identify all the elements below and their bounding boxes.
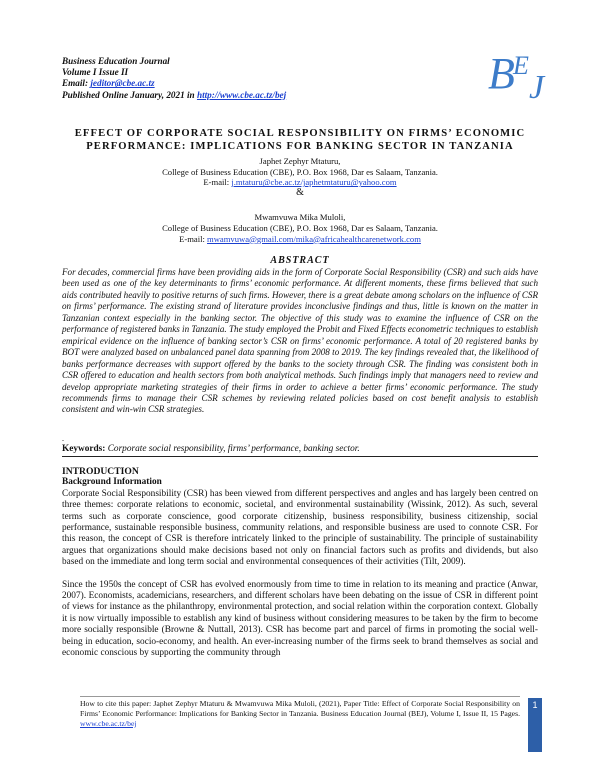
- journal-email-link[interactable]: jeditor@cbe.ac.tz: [90, 78, 155, 89]
- author-2-email-label: E-mail:: [179, 233, 205, 244]
- author-1-email-link[interactable]: j.mtaturu@cbe.ac.tz/japhetmtaturu@yahoo.com: [231, 177, 397, 188]
- keywords-line: [62, 444, 538, 457]
- page-number-badge: [528, 698, 542, 752]
- abstract-heading: ABSTRACT: [270, 255, 330, 266]
- footer-divider: [80, 696, 520, 697]
- author-1-email-label: E-mail:: [203, 177, 230, 188]
- intro-paragraph-1: Corporate Social Responsibility (CSR) has been viewed from different perspectives and angles and has largely been centred on three themes: corporate relations to economic, societal, and environmental sustainability (Wissink, 2012). As such, several terms such as corporate conscience, good corporate citizenship, business responsibility, business citizenship, social performance, sustainable responsible business, community relations, and responsible business are used to connote CSR. For this reason, the concept of CSR is therefore intricately linked to the principle of sustainability. The principle of sustainability argues that organizations should make decisions based not only on financial factors such as profits and dividends, but also based on the immediate and long term social and environmental consequences of their activities (Tilt, 2009).: [62, 488, 538, 568]
- keywords-label: Keywords:: [62, 444, 106, 454]
- citation-footer: [80, 699, 520, 728]
- keywords-text: Corporate social responsibility, firms’ performance, banking sector.: [107, 444, 360, 454]
- page-number: 1: [532, 700, 538, 710]
- citation-link[interactable]: www.cbe.ac.tz/bej: [80, 718, 137, 728]
- author-2-email-line: [100, 234, 500, 245]
- journal-name: Business Education Journal: [62, 56, 170, 66]
- author-1-name: Japhet Zephyr Mtaturu,: [259, 156, 341, 166]
- author-block: [100, 156, 500, 244]
- author-ampersand: &: [296, 186, 304, 198]
- title-line-1: EFFECT OF CORPORATE SOCIAL RESPONSIBILITY ON FIRMS’ ECONOMIC: [74, 128, 526, 139]
- paper-title: [70, 128, 530, 153]
- logo-letter-b: B: [488, 49, 515, 98]
- title-line-2: PERFORMANCE: IMPLICATIONS FOR BANKING SECTOR IN TANZANIA: [86, 140, 514, 152]
- author-2-email-link[interactable]: mwamvuwa@gmail.com/mika@africahealthcarenetwork.com: [207, 233, 421, 244]
- journal-volume: Volume I Issue II: [62, 67, 129, 78]
- bej-logo: [486, 44, 558, 106]
- stray-dot: .: [62, 434, 64, 443]
- introduction-heading: INTRODUCTION: [62, 466, 139, 477]
- author-1-affiliation: College of Business Education (CBE), P.O. Box 1968, Dar es Salaam, Tanzania.: [162, 166, 438, 177]
- journal-url-link[interactable]: http://www.cbe.ac.tz/bej: [196, 89, 287, 100]
- published-label: Published Online January, 2021 in: [62, 89, 195, 100]
- author-2-name: Mwamvuwa Mika Muloli,: [254, 212, 346, 223]
- journal-email-line: [62, 78, 286, 89]
- published-line: [62, 90, 286, 101]
- introduction-section: [62, 466, 538, 660]
- journal-header: [62, 56, 286, 101]
- author-2-affiliation: College of Business Education (CBE), P.O. Box 1968, Dar es Salaam, Tanzania.: [162, 222, 438, 233]
- intro-paragraph-2: Since the 1950s the concept of CSR has evolved enormously from time to time in relation to its meaning and practice (Anwar, 2007). Economists, academicians, researchers, and different scholars have been debating on the issue of CSR in different point of views for instance as the philanthropy, environmental protection, and social relation within the corporation context. Globally it is now virtually impossible to establish any kind of business without considering measures to be taken by the firm to become more socially responsible (Browne & Nuttall, 2013). CSR has become part and parcel of firms in promoting the social well-being in education, socio-economy, and health. An ever-increasing number of the firms seek to brand themselves as social and economic conscious by supporting the community through: [62, 579, 538, 659]
- abstract-text: For decades, commercial firms have been providing aids in the form of Corporate Social Responsibility (CSR) and such aids have been used as one of the key determinants to firms’ economic performance. At different moments, these firms believed that such aids contributed heavily to positive returns of such firms. However, there is a great debate among scholars on the influence of CSR on firms’ performance. The existing strand of literature provides inconclusive findings and thus, little is known on the matter in Tanzanian context especially in the banking sector. The objective of this study was to examine the influence of CSR on the performance of registered banks in Tanzania. The study employed the Probit and Fixed Effects econometric techniques to establish empirical evidence on the influence of banking sector’s CSR on firms’ economic performance. A total of 20 registered banks by BOT were analyzed based on unbalanced panel data spanning from 2008 to 2019. The key findings revealed that, the likelihood of banks performance decreases with support offered by the banks to the society through CSR. The finding was consistent both in CSR offered to education and health sectors from both analytical methods. Such findings imply that managers need to review and develop appropriate marketing strategies of their firms in order to achieve a better firms’ economic performance. The study recommends firms to manage their CSR schemes by reviewing related policies based on cost benefit analysis to establish consistent and win-win CSR strategies.: [62, 267, 538, 415]
- citation-text: How to cite this paper: Japhet Zephyr Mtaturu & Mwamvuwa Mika Muloli, (2021), Paper Title: Effect of Corporate Social Responsibility on Firms’ Economic Performance: Implications for Banking Sector in Tanzania. Business Education Journal (BEJ), Volume I, Issue II, 15 Pages.: [80, 699, 520, 718]
- logo-letter-e: E: [513, 51, 529, 80]
- background-subheading: Background Information: [62, 477, 162, 488]
- email-label: Email:: [62, 78, 89, 89]
- logo-letter-j: J: [529, 69, 545, 106]
